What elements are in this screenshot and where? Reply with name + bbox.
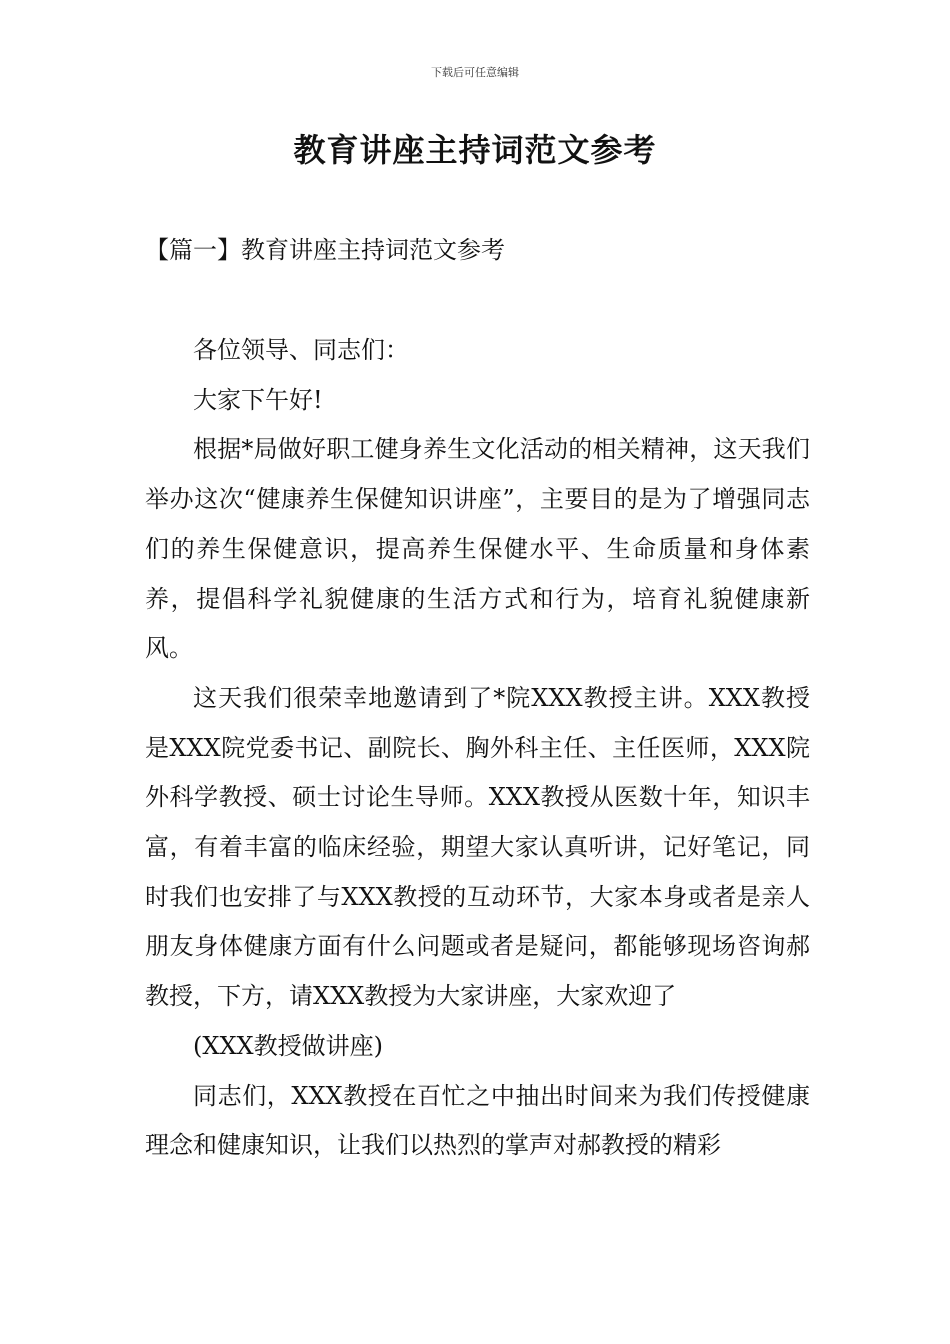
- paragraph-lecture-note: (XXX教授做讲座): [193, 1031, 383, 1060]
- section-heading: 【篇一】教育讲座主持词范文参考: [145, 236, 505, 264]
- paragraph-greeting: 大家下午好!: [193, 385, 323, 414]
- paragraph-speaker-intro: 这天我们很荣幸地邀请到了*院XXX教授主讲。XXX教授是XXX院党委书记、副院长、胸外科主任、主任医师，XXX院外科学教授、硕士讨论生导师。XXX教授从医数十年，知识丰富，有着丰富的临床经验，期望大家认真听讲，记好笔记，同时我们也安排了与XXX教授的互动环节，大家本身或者是亲人朋友身体健康方面有什么问题或者是疑问，都能够现场咨询郝教授，下方，请XXX教授为大家讲座，大家欢迎了: [145, 683, 810, 1011]
- header-note: 下载后可任意编辑: [431, 66, 519, 79]
- paragraph-salutation: 各位领导、同志们：: [193, 336, 409, 364]
- document-title: 教育讲座主持词范文参考: [293, 131, 657, 169]
- paragraph-closing: 同志们，XXX教授在百忙之中抽出时间来为我们传授健康理念和健康知识，让我们以热烈的掌声对郝教授的精彩: [145, 1081, 810, 1160]
- document-body: [145, 326, 810, 1171]
- paragraph-purpose: 根据*局做好职工健身养生文化活动的相关精神，这天我们举办这次“健康养生保健知识讲座”，主要目的是为了增强同志们的养生保健意识，提高养生保健水平、生命质量和身体素养，提倡科学礼貌健康的生活方式和行为，培育礼貌健康新风。: [145, 435, 810, 663]
